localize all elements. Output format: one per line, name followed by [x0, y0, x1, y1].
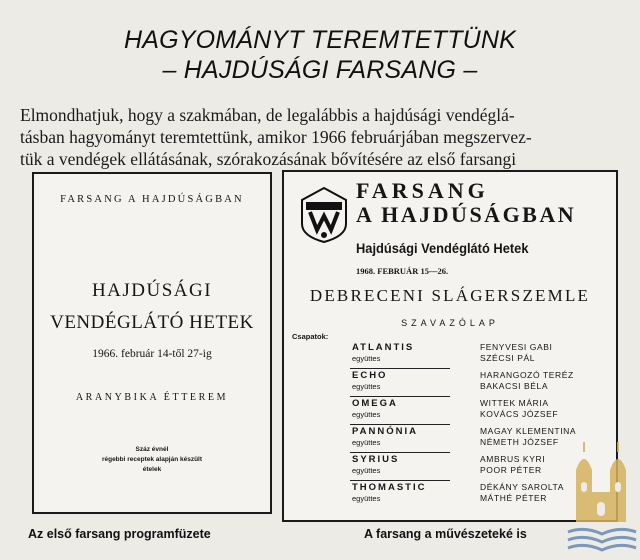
band-name: PANNÓNIA: [352, 426, 418, 437]
singer-2: BAKACSI BÉLA: [480, 381, 549, 391]
left-card-title-1: HAJDÚSÁGI: [91, 280, 213, 301]
singer-2: KOVÁCS JÓZSEF: [480, 409, 559, 419]
right-card-subtitle: Hajdúsági Vendéglátó Hetek: [356, 240, 529, 256]
hajdusag-emblem-icon: [300, 186, 348, 244]
band-sub: együttes: [352, 410, 381, 419]
singer-1: DÉKÁNY SAROLTA: [480, 482, 564, 492]
right-card-event: DEBRECENI SLÁGERSZEMLE: [309, 286, 591, 305]
heading-line-1: HAGYOMÁNYT TEREMTETTÜNK: [123, 26, 517, 54]
band-name: ECHO: [352, 370, 388, 381]
band-name: SYRIUS: [352, 454, 400, 465]
band-sub: együttes: [352, 466, 381, 475]
row-divider: [350, 424, 450, 425]
band-name: OMEGA: [352, 398, 398, 409]
left-program-card: [32, 172, 272, 514]
heading-line-2: – HAJDÚSÁGI FARSANG –: [162, 56, 478, 84]
singer-1: WITTEK MÁRIA: [480, 398, 549, 408]
singer-1: AMBRUS KYRI: [480, 454, 546, 464]
right-card-title-1: FARSANG: [356, 178, 489, 203]
band-sub: együttes: [352, 382, 381, 391]
band-sub: együttes: [352, 494, 381, 503]
right-card-ballot: SZAVAZÓLAP: [401, 318, 499, 328]
band-name: THOMASTIC: [352, 482, 427, 493]
left-card-caption: Az első farsang programfüzete: [28, 527, 211, 541]
paragraph-line-1: Elmondhatjuk, hogy a szakmában, de legalábbis a hajdúsági vendéglá-: [20, 105, 515, 125]
right-card-caption: A farsang a művészeteké is: [364, 527, 527, 541]
singer-1: HARANGOZÓ TERÉZ: [480, 370, 574, 380]
left-card-title-2: VENDÉGLÁTÓ HETEK: [50, 312, 254, 333]
singer-1: FENYVESI GABI: [480, 342, 553, 352]
left-card-footer-2: régebbi receptek alapján készült: [101, 456, 203, 463]
paragraph-line-3: tük a vendégek ellátásának, szórakozásának bővítésére az első farsangi: [20, 149, 517, 169]
right-card-dates: 1968. FEBRUÁR 15—26.: [356, 266, 449, 276]
singer-2: POOR PÉTER: [480, 465, 542, 475]
left-card-footer-1: Száz évnél: [135, 446, 169, 453]
band-sub: együttes: [352, 354, 381, 363]
paragraph-line-2: tásban hagyományt teremtettünk, amikor 1966 februárjában megszervez-: [20, 127, 532, 147]
row-divider: [350, 452, 450, 453]
left-card-footer-3: ételek: [142, 466, 162, 473]
row-divider: [350, 368, 450, 369]
singer-2: NÉMETH JÓZSEF: [480, 437, 559, 447]
singer-1: MAGAY KLEMENTINA: [480, 426, 577, 436]
singer-2: SZÉCSI PÁL: [480, 353, 536, 363]
row-divider: [350, 396, 450, 397]
band-name: ATLANTIS: [352, 342, 415, 353]
row-divider: [350, 480, 450, 481]
left-card-venue: ARANYBIKA ÉTTEREM: [75, 392, 229, 403]
left-card-dates: 1966. február 14-től 27-ig: [92, 348, 212, 360]
left-card-top-line: FARSANG A HAJDÚSÁGBAN: [60, 194, 244, 205]
singer-2: MÁTHÉ PÉTER: [480, 493, 548, 503]
church-book-watermark-icon: [566, 440, 638, 558]
right-card-teams-label: Csapatok:: [292, 332, 329, 341]
right-card-title-2: A HAJDÚSÁGBAN: [356, 202, 577, 227]
band-sub: együttes: [352, 438, 381, 447]
